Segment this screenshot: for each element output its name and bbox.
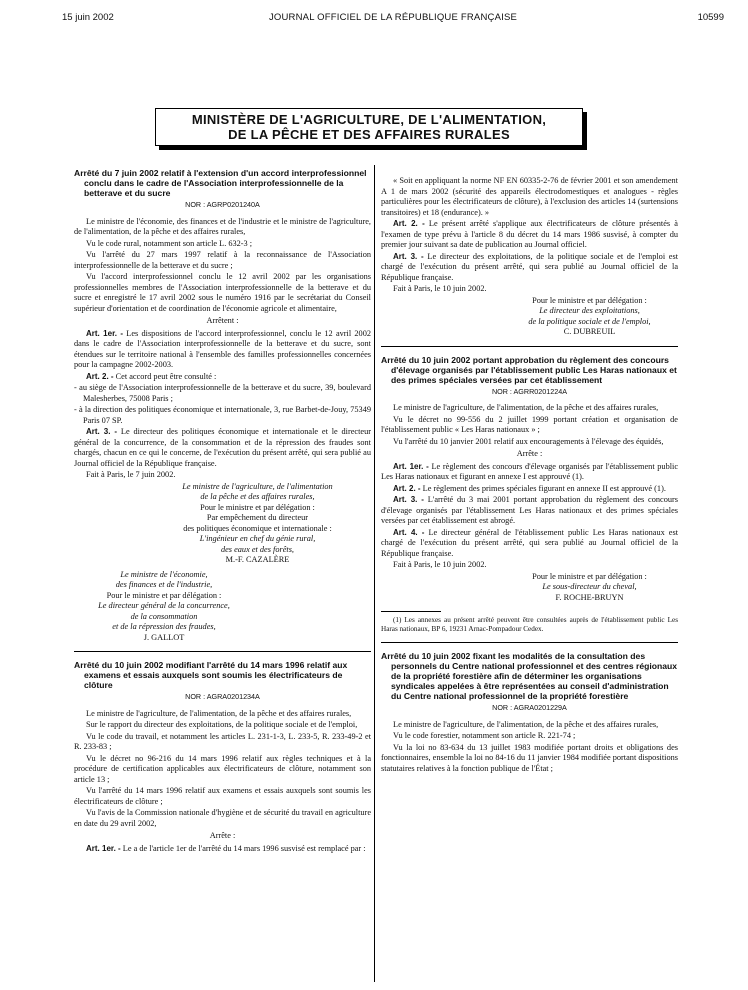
article-text: Le directeur des politiques économique et internationale et le directeur général de la concurrence, de la consommation et de la répression des fraudes sont chargés, chacun en ce qui le concerne, de l'exécution du présent arrêté, qui sera publié au Journal officiel de la République française. [74,427,372,468]
left-column [74,168,371,855]
signature-line: et de la répression des fraudes, [112,622,216,631]
paragraph: Vu le décret no 96-216 du 14 mars 1996 relatif aux règles techniques et à la procédure de certification applicables aux électrificateurs de clôture, notamment son article 13 ; [74,753,371,784]
signature-line: Pour le ministre et par délégation : [106,590,222,600]
signatory-name: J. GALLOT [143,632,185,642]
signature-line: Le directeur général de la concurrence, [98,601,230,610]
signature-line: Pour le ministre et par délégation : [532,571,647,581]
signature-line: Le directeur des exploitations, [539,306,640,315]
signature-line: Par empêchement du directeur [206,513,309,522]
signature-line: de la politique sociale et de l'emploi, [528,316,651,326]
decree-title: Arrêté du 10 juin 2002 modifiant l'arrêté du 14 mars 1996 relatif aux examens et essais auxquels sont soumis les électrificateurs de clôture [74,660,348,690]
paragraph: Vu le code forestier, notamment son article R. 221-74 ; [393,731,576,740]
nor-reference: NOR : AGRA0201234A [185,692,260,701]
fait-line: Fait à Paris, le 7 juin 2002. [86,470,176,479]
paragraph: Vu le décret no 99-556 du 2 juillet 1999 portant création et organisation de l'établissement public « Les Haras nationaux » ; [381,414,678,434]
signature-line: Le ministre de l'agriculture, de l'alimentation [182,481,333,491]
signatory-name: C. DUBREUIL [563,327,616,336]
nor-reference: NOR : AGRP0201240A [185,200,260,209]
decree-foret [381,651,678,774]
signature-block [74,570,254,644]
arrete-heading: Arrête : [209,831,236,840]
article-text: Le présent arrêté s'applique aux électrificateurs de clôture présentés à l'examen de type prévu à l'article 8 du décret du 14 mars 1986 susvisé, à compter du premier jour suivant sa date de publication au Journal officiel. [381,219,678,249]
section-divider [381,346,678,347]
paragraph: Le ministre de l'économie, des finances et de l'industrie et le ministre de l'agriculture, de l'alimentation, de la pêche et des affaires rurales, [74,216,371,236]
fait-line: Fait à Paris, le 10 juin 2002. [393,560,487,569]
journal-title: JOURNAL OFFICIEL DE LA RÉPUBLIQUE FRANÇAISE [268,12,518,23]
signature-line: Le sous-directeur du cheval, [542,582,637,591]
article-text: Les dispositions de l'accord interprofessionnel, conclu le 12 avril 2002 dans le cadre de l'Association interprofessionnelle de la betterave et du sucre, sont étendues sur le territoire national à l'ensemble des familles professionnelles concernées pour la campagne 2002-2003. [74,328,371,369]
signature-line: L'ingénieur en chef du génie rural, [199,534,316,543]
quoted-paragraph: « Soit en appliquant la norme NF EN 60335-2-76 de février 2001 et son amendement A 1 de mars 2002 (sécurité des appareils électrodomestiques et analogues - règles particulières pour les électrificateurs de clôture), à l'exclusion des articles 14 (surtensions transitoires) et 18 (endurance). » [381,176,678,217]
paragraph: Vu le code du travail, et notamment les articles L. 231-1-3, L. 233-5, R. 233-49-2 et R. 233-83 ; [74,731,371,751]
signature-line: des finances et de l'industrie, [115,580,213,589]
signature-line: Pour le ministre et par délégation : [200,502,315,512]
signature-line: de la pêche et des affaires rurales, [200,492,315,501]
signature-line: Pour le ministre et par délégation : [532,295,647,305]
article-2 [381,484,678,495]
decree-betterave [74,168,371,643]
column-divider [374,165,375,982]
article-1 [381,462,678,483]
nor-reference: NOR : AGRA0201229A [492,703,567,712]
arrete-heading: Arrête : [516,449,543,458]
article-label: Art. 1er. - [86,843,121,853]
article-3 [381,252,678,284]
article-3 [381,495,678,527]
paragraph: Vu l'arrêté du 27 mars 1997 relatif à la reconnaissance de l'Association interprofessionnelle de la betterave et du sucre ; [74,250,371,270]
signature-line: des eaux et des forêts, [220,544,295,554]
article-1 [74,844,371,855]
article-label: Art. 2. - [86,371,114,381]
page-header [62,12,724,28]
article-label: Art. 3. - [393,495,424,504]
right-column [381,176,678,775]
article-label: Art. 1er. - [393,461,429,471]
article-text: Cet accord peut être consulté : [115,371,217,381]
signature-line: de la consommation [130,611,198,621]
article-3 [74,427,371,469]
article-text: Le directeur des exploitations, de la politique sociale et de l'emploi est chargé de l'exécution du présent arrêté, qui sera publié au Journal officiel de la République française. [381,251,678,282]
article-text: Le règlement des primes spéciales figurant en annexe II est approuvé (1). [422,483,666,493]
section-divider [381,642,678,643]
signature-line: des politiques économique et internationale : [183,523,332,533]
article-2 [381,219,678,251]
paragraph: Vu l'avis de la Commission nationale d'hygiène et de sécurité du travail en agriculture en date du 29 avril 2002, [74,808,371,828]
footnote: (1) Les annexes au présent arrêté peuvent être consultées auprès de l'établissement public Les Haras nationaux, BP 6, 19231 Arnac-Pompadour Cedex. [381,616,678,633]
paragraph: Le ministre de l'agriculture, de l'alimentation, de la pêche et des affaires rurales, [393,403,659,412]
signature-block [74,482,371,566]
article-label: Art. 2. - [393,483,421,493]
signature-line: Le ministre de l'économie, [120,569,208,579]
signature-block [381,296,678,338]
article-2 [74,372,371,383]
signatory-name: M.-F. CAZALÈRE [225,555,290,564]
article-label: Art. 1er. - [86,328,124,338]
ministry-line-1: MINISTÈRE DE L'AGRICULTURE, DE L'ALIMENTATION, [191,112,547,127]
article-label: Art. 3. - [86,427,118,436]
ministry-line-2: DE LA PÊCHE ET DES AFFAIRES RURALES [228,127,510,142]
decree-title: Arrêté du 7 juin 2002 relatif à l'extension d'un accord interprofessionnel conclu dans le cadre de l'Association interprofessionnelle de la betterave et du sucre [74,168,367,198]
article-1 [74,329,371,371]
article-text: Le directeur général de l'établissement public Les Haras nationaux est chargé de l'exécution du présent arrêté, qui sera publié au Journal officiel de la République française. [381,527,678,558]
nor-reference: NOR : AGRR0201224A [491,386,568,396]
paragraph: Vu le code rural, notamment son article L. 632-3 ; [86,238,253,248]
paragraph: Le ministre de l'agriculture, de l'alimentation, de la pêche et des affaires rurales, [86,708,352,718]
article-text: Le a de l'article 1er de l'arrêté du 14 mars 1996 susvisé est remplacé par : [122,843,366,853]
article-label: Art. 4. - [393,527,425,537]
decree-haras [381,355,678,635]
paragraph: Sur le rapport du directeur des exploitations, de la politique sociale et de l'emploi, [86,720,358,729]
signatory-name: F. ROCHE-BRUYN [555,592,624,602]
fait-line: Fait à Paris, le 10 juin 2002. [393,284,487,293]
list-item: - à la direction des politiques économique et internationale, 3, rue Barbet-de-Jouy, 75349 Paris 07 SP. [74,405,371,425]
article-label: Art. 2. - [393,219,425,228]
section-divider [74,651,371,652]
article-text: L'arrêté du 3 mai 2001 portant approbation du règlement des concours d'élevage organisés par l'établissement Les Haras nationaux et des primes spéciales versées par cet établissement est abrogé. [381,495,679,525]
page-number: 10599 [697,12,724,23]
ministry-heading [155,108,583,146]
decree-title: Arrêté du 10 juin 2002 portant approbation du règlement des concours d'élevage organisés par l'établissement public Les Haras nationaux et des primes spéciales versées par cet établissement [381,354,677,385]
decree-title: Arrêté du 10 juin 2002 fixant les modalités de la consultation des personnels du Centre national professionnel et des centres régionaux de la propriété forestière afin de déterminer les organisations syndicales appelées à être représentées au conseil d'administration du Centre national professionnel de la propriété forestière [381,651,678,701]
paragraph: Le ministre de l'agriculture, de l'alimentation, de la pêche et des affaires rurales, [393,719,659,729]
paragraph: Vu l'arrêté du 14 mars 1996 relatif aux examens et essais auxquels sont soumis les électrificateurs de clôture ; [74,786,371,806]
paragraph: Vu l'accord interprofessionnel conclu le 12 avril 2002 par les organisations professionnelles membres de l'Association interprofessionnelle de la betterave et du sucre et enregistré le 17 avril 2002 sous le numéro 1916 par le secrétariat du Conseil supérieur d'orientation et de coordination de l'économie agricole et alimentaire, [74,272,371,313]
article-text: Le règlement des concours d'élevage organisés par l'établissement public Les Haras nationaux et figurant en annexe I est approuvé (1). [381,461,679,481]
header-date: 15 juin 2002 [62,12,114,23]
arrete-heading: Arrêtent : [206,316,239,325]
decree-electrificateurs [74,660,371,854]
article-4 [381,528,678,560]
list-item: - au siège de l'Association interprofessionnelle de la betterave et du sucre, 39, boulevard Malesherbes, 75008 Paris ; [74,383,371,403]
footnote-divider [381,611,441,612]
paragraph: Vu l'arrêté du 10 janvier 2001 relatif aux encouragements à l'élevage des équidés, [393,436,664,446]
paragraph: Vu la loi no 83-634 du 13 juillet 1983 modifiée portant droits et obligations des fonctionnaires, ensemble la loi no 84-16 du 11 janvier 1984 modifiée portant dispositions statutaires relatives à la fonction publique de l'État ; [381,742,678,773]
signature-block [381,572,678,604]
article-label: Art. 3. - [393,251,424,261]
